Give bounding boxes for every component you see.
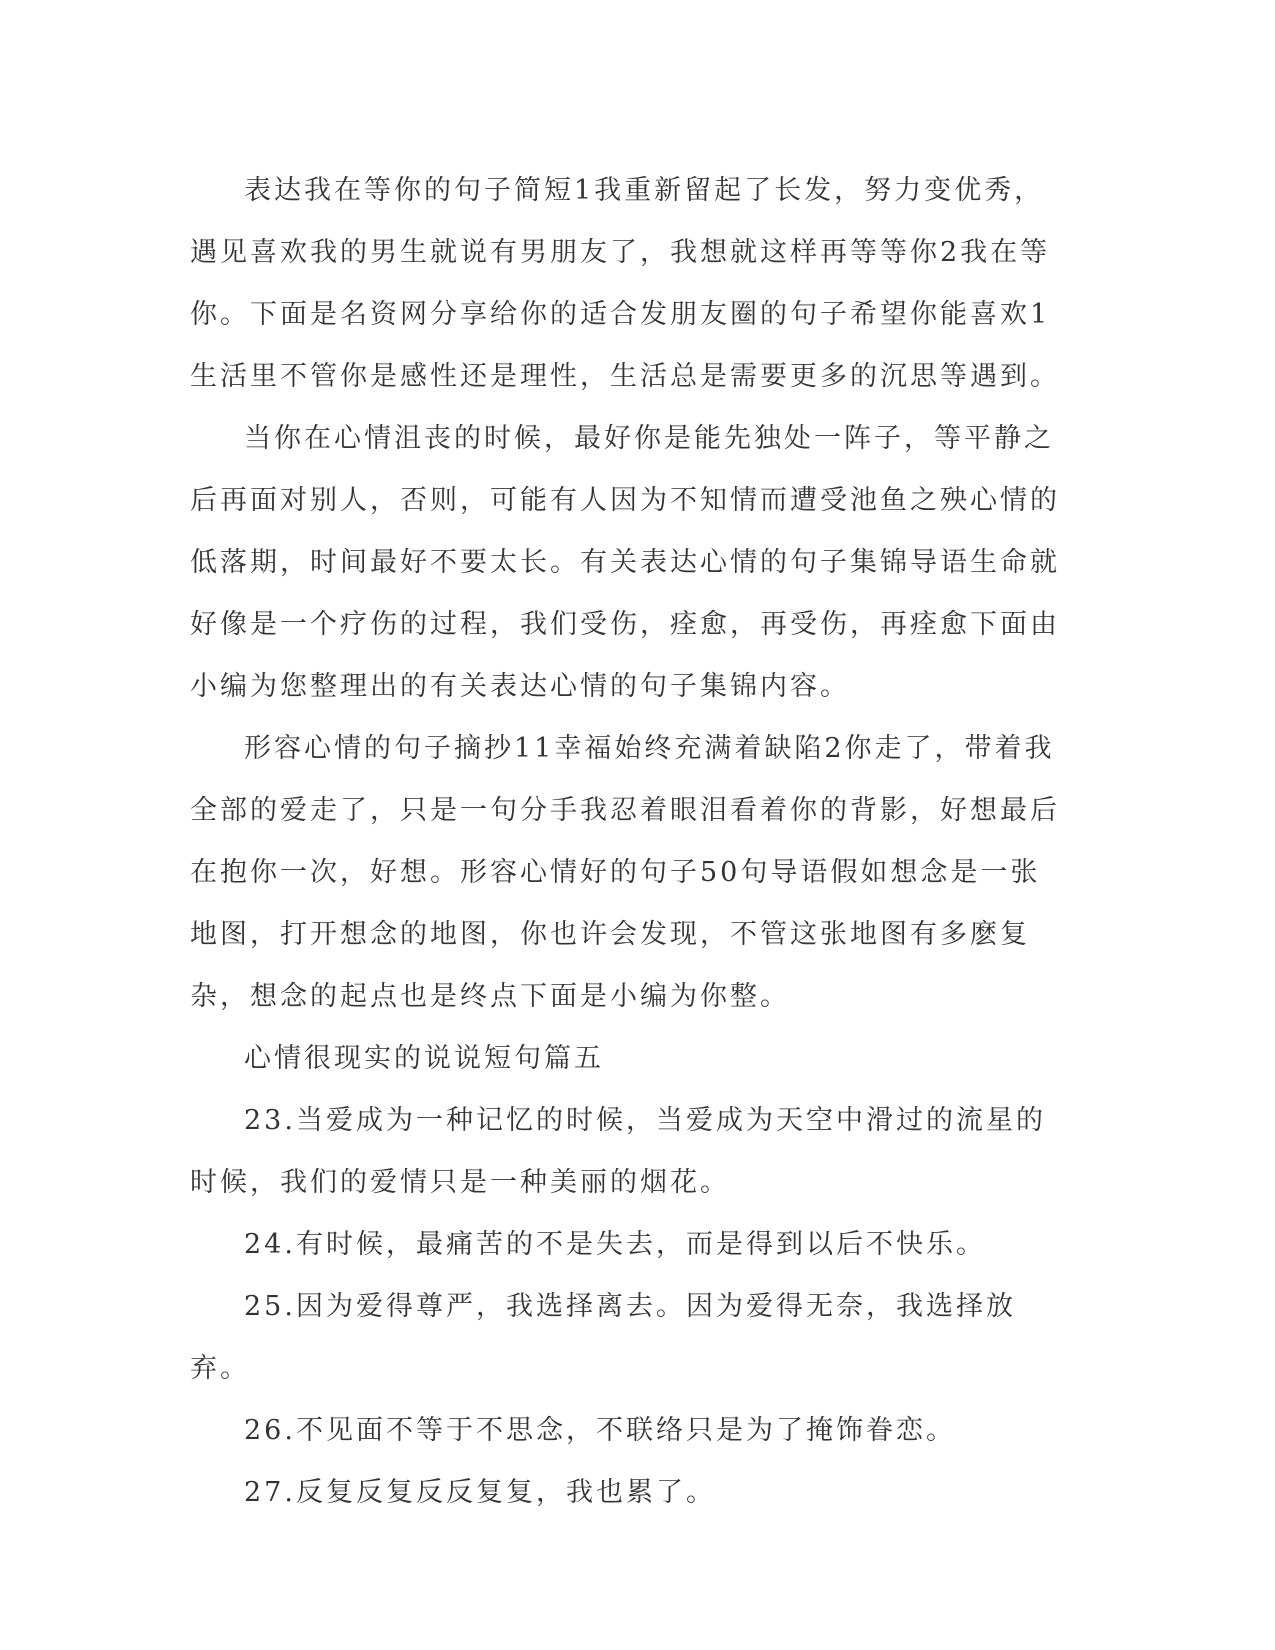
list-item-27: 27.反复反复反反复复，我也累了。 [244,1477,716,1508]
paragraph-mood-excerpts: 形容心情的句子摘抄11幸福始终充满着缺陷2你走了，带着我全部的爱走了，只是一句分手我忍着眼泪看着你的背影，好想最后在抱你一次，好想。形容心情好的句子50句导语假如想念是一张地图，打开想念的地图，你也许会发现，不管这张地图有多麽复杂，想念的起点也是终点下面是小编为你整。 [190,733,1060,1012]
section-heading: 心情很现实的说说短句篇五 [244,1043,604,1074]
paragraph-feeling-down: 当你在心情沮丧的时候，最好你是能先独处一阵子，等平静之后再面对别人，否则，可能有人因为不知情而遭受池鱼之殃心情的低落期，时间最好不要太长。有关表达心情的句子集锦导语生命就好像是一个疗伤的过程，我们受伤，痊愈，再受伤，再痊愈下面由小编为您整理出的有关表达心情的句子集锦内容。 [190,423,1060,702]
list-item-25: 25.因为爱得尊严，我选择离去。因为爱得无奈，我选择放弃。 [190,1291,1016,1384]
list-item-26: 26.不见面不等于不思念，不联络只是为了掩饰眷恋。 [244,1415,956,1446]
list-item-24: 24.有时候，最痛苦的不是失去，而是得到以后不快乐。 [244,1229,986,1260]
list-item-23: 23.当爱成为一种记忆的时候，当爱成为天空中滑过的流星的时候，我们的爱情只是一种美丽的烟花。 [190,1105,1046,1198]
document-body [190,160,1070,1524]
paragraph-waiting-for-you: 表达我在等你的句子简短1我重新留起了长发，努力变优秀，遇见喜欢我的男生就说有男朋友了，我想就这样再等等你2我在等你。下面是名资网分享给你的适合发朋友圈的句子希望你能喜欢1生活里不管你是感性还是理性，生活总是需要更多的沉思等遇到。 [190,175,1060,392]
